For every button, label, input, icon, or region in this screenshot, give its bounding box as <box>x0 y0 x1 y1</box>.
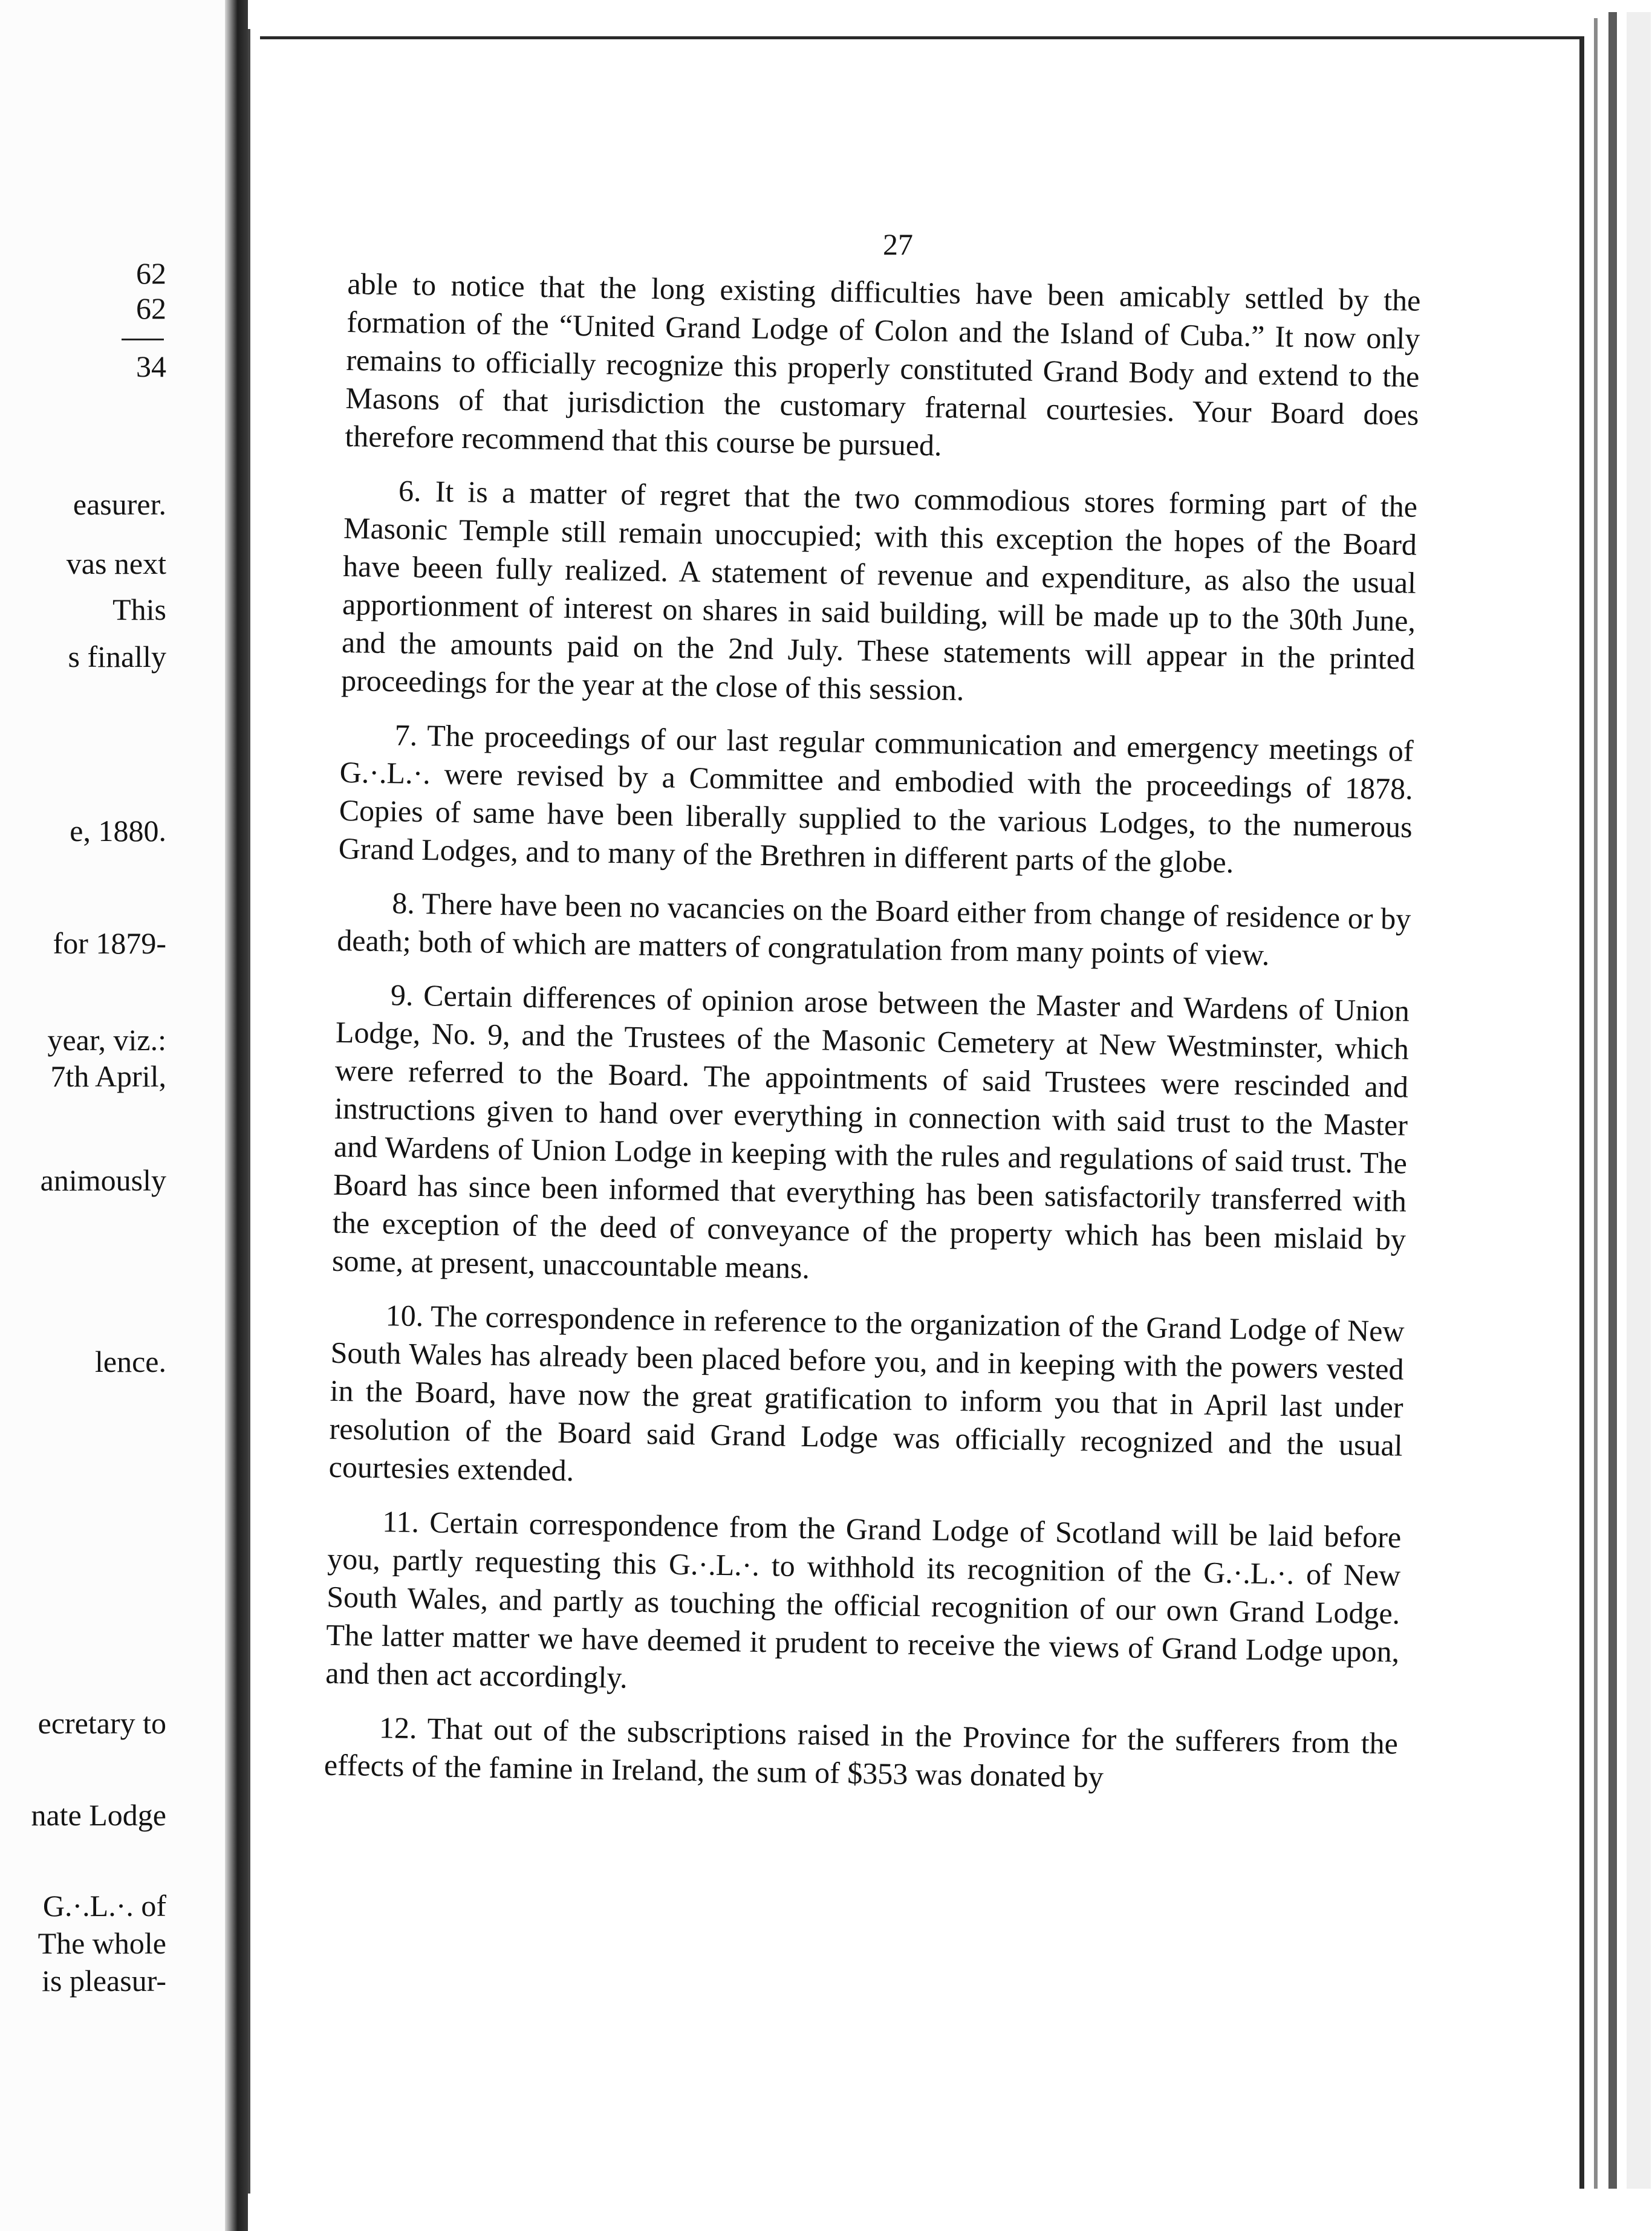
left-page-line: easurer. <box>73 487 166 521</box>
book-spine <box>225 0 248 2231</box>
left-page-line: 34 <box>136 349 166 383</box>
left-page-line: e, 1880. <box>70 814 166 848</box>
left-page-line: 62 <box>136 256 166 290</box>
sum-rule <box>122 339 164 340</box>
page-stack-edge <box>1627 12 1651 2189</box>
left-page-line: lence. <box>95 1345 166 1379</box>
page-stack-edge <box>1608 12 1617 2189</box>
left-page-line: 7th April, <box>50 1059 166 1093</box>
left-page-line: vas next <box>66 547 166 580</box>
paragraph: 12. That out of the subscriptions raised in the Province for the sufferers from the effects of the famine in Ireland, the sum of $353 was donated by <box>324 1710 1399 1794</box>
left-page-line: This <box>112 593 166 626</box>
page-number: 27 <box>883 227 913 261</box>
paragraph: 6. It is a matter of regret that the two commodious stores forming part of the Masonic Temple still remain unoccupied; with this exception the hopes of the Board have beeen fully realized. A statement of revenue and expenditure, as also the usual apportionment of interest on shares in said building, will be made up to the 30th June, and the amounts paid on the 2nd July. These statements will appear in the printed proceedings for the year at the close of this session. <box>340 473 1418 707</box>
left-page-line: nate Lodge <box>31 1798 166 1832</box>
left-page-line: is pleasur- <box>42 1964 166 1998</box>
left-page-line: ecretary to <box>37 1706 166 1740</box>
left-page-line: 62 <box>136 291 166 325</box>
paragraph: 10. The correspondence in reference to the organization of the Grand Lodge of New South Wales has already been placed before you, and in keeping with the powers vested in the Board, have now the great gratification to inform you that in April last under resolution of the Board said Grand Lodge was officially recognized and the usual courtesies extended. <box>328 1298 1405 1488</box>
left-page-line: s finally <box>68 640 166 674</box>
left-page-line: G.·.L.·. of <box>42 1889 166 1923</box>
page-edge-right <box>1579 36 1584 2189</box>
left-page-line: The whole <box>37 1926 166 1960</box>
paragraph: able to notice that the long existing difficulties have been amicably settled by the formation of the “United Grand Lodge of Colon and the Island of Cuba.” It now only remains to officially recognize this properly constituted Grand Body and extend to the Masons of that jurisdiction the customary fraternal courtesies. Your Board does therefore recommend that this course be pursued. <box>345 266 1421 463</box>
page-edge-top <box>260 36 1584 39</box>
page-body <box>324 265 1421 1817</box>
left-page-line: animously <box>40 1163 166 1197</box>
left-page-line: year, viz.: <box>47 1023 166 1057</box>
left-page-line: for 1879- <box>53 926 166 960</box>
left-facing-page <box>0 0 239 2231</box>
paragraph: 7. The proceedings of our last regular communication and emergency meetings of G.·.L.·. were revised by a Committee and embodied with the proceedings of 1878. Copies of same have been liberally supplied to the various Lodges, to the numerous Grand Lodges, and to many of the Brethren in different parts of the globe. <box>338 718 1414 880</box>
paragraph: 11. Certain correspondence from the Grand Lodge of Scotland will be laid before you, partly requesting this G.·.L.·. to withhold its recognition of the G.·.L.·. of New South Wales, and partly as touching the official recognition of our own Grand Lodge. The latter matter we have deemed it prudent to receive the views of Grand Lodge upon, and then act accordingly. <box>325 1504 1402 1695</box>
paragraph: 9. Certain differences of opinion arose between the Master and Wardens of Union Lodge, No. 9, and the Trustees of the Masonic Cemetery at New Westminster, which were referred to the Board. The appointments of said Trustees were rescinded and instructions given to hand over everything in connection with said trust to the Master and Wardens of Union Lodge in keeping with the rules and regulations of said trust. The Board has since been informed that everything has been satisfactorily transferred with the exception of the deed of conveyance of the property which has been mislaid by some, at present, unaccountable means. <box>331 978 1410 1285</box>
paragraph: 8. There have been no vacancies on the Board either from change of residence or by death; both of which are matters of congratulation from many points of view. <box>337 886 1411 972</box>
page-stack-edge <box>1594 18 1598 2189</box>
